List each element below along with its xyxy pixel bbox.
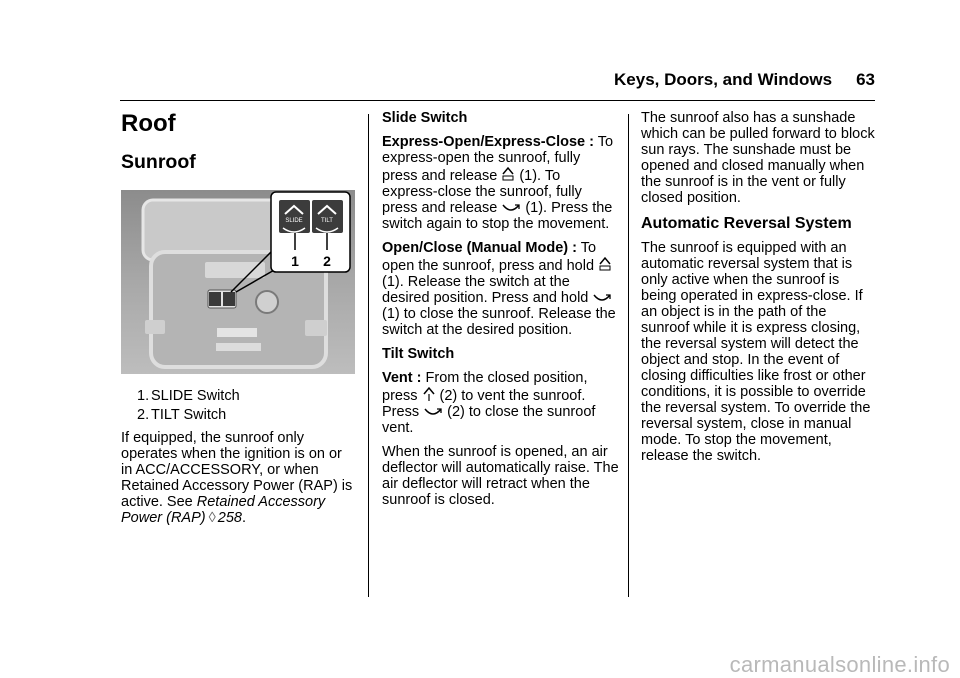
column-1-lower	[121, 388, 356, 534]
tilt-switch-heading: Tilt Switch	[382, 346, 455, 362]
watermark: carmanualsonline.info	[729, 652, 950, 677]
tilt-icon	[423, 386, 435, 402]
slide-switch-heading: Slide Switch	[382, 110, 468, 126]
left-lamp	[145, 320, 165, 334]
legend-item: 2. TILT Switch	[137, 407, 227, 423]
map-light-button	[256, 291, 278, 313]
subheading-sunroof: Sunroof	[121, 151, 196, 173]
console-switch-1	[209, 292, 221, 306]
column-divider-2	[628, 114, 629, 597]
page-number: 63	[856, 70, 875, 89]
page-ref-number[interactable]: 258	[217, 510, 242, 526]
page-ref-icon: ◊	[208, 510, 216, 526]
close-icon	[424, 406, 442, 418]
legend-item: 1. SLIDE Switch	[137, 388, 240, 404]
page-header	[120, 70, 875, 96]
column-1	[121, 110, 356, 174]
header-rule	[120, 100, 875, 101]
callout-number-1: 1	[291, 253, 299, 269]
sunshade-paragraph: The sunroof also has a sunshade which can be pulled forward to block sun rays. The sunshade must be opened and closed manually when the sunroof is in the vent or fully closed position.	[641, 110, 875, 206]
callout-number-2: 2	[323, 253, 331, 269]
manual-paragraph: Open/Close (Manual Mode) : To open the sunroof, press and hold (1). Release the switch at the desired position. Press and hold (1) to close the sunroof. Release the switch at the desired position.	[382, 240, 616, 338]
console-lower-button-row	[217, 328, 257, 337]
section-title: Keys, Doors, and Windows	[614, 70, 833, 89]
close-icon	[593, 292, 611, 304]
rap-link[interactable]: Retained Accessory Power (RAP)	[121, 494, 326, 526]
console-lower-slot	[216, 343, 261, 351]
slide-icon	[502, 166, 514, 182]
console-slot	[205, 262, 265, 278]
console-switch-2	[223, 292, 235, 306]
express-paragraph: Express-Open/Express-Close : To express-open the sunroof, fully press and release (1). To express-close the sunroof, fully press and release (1). Press the switch again to stop the movement.	[382, 134, 614, 232]
ars-paragraph: The sunroof is equipped with an automatic reversal system that is only active when the sunroof is being operated in express-close. If an object is in the path of the sunroof while it is express closing, the reversal system will detect the object and stop. In the event of closing difficulties like frost or other conditions, it is possible to override the reversal system. To override the reversal system, close in manual mode. To stop the movement, release the switch.	[641, 240, 871, 464]
slide-label: SLIDE	[285, 218, 303, 224]
sunroof-console-figure	[121, 190, 355, 374]
right-lamp	[305, 320, 327, 336]
tilt-label: TILT	[321, 218, 333, 224]
deflector-paragraph: When the sunroof is opened, an air deflector will automatically raise. The air deflector will retract when the sunroof is closed.	[382, 444, 619, 508]
column-3	[641, 110, 877, 472]
vent-paragraph: Vent : From the closed position, press (2) to vent the sunroof. Press (2) to close the sunroof vent.	[382, 370, 596, 436]
column-divider-1	[368, 114, 369, 597]
close-icon	[502, 202, 520, 214]
column-2	[382, 110, 619, 516]
slide-icon	[599, 256, 611, 272]
ars-heading: Automatic Reversal System	[641, 215, 852, 232]
figure-legend	[121, 388, 356, 423]
ignition-paragraph: If equipped, the sunroof only operates when the ignition is on or in ACC/ACCESSORY, or when Retained Accessory Power (RAP) is active. See Retained Accessory Power (RAP) ◊ 258.	[121, 430, 353, 526]
section-heading-roof: Roof	[121, 110, 176, 137]
